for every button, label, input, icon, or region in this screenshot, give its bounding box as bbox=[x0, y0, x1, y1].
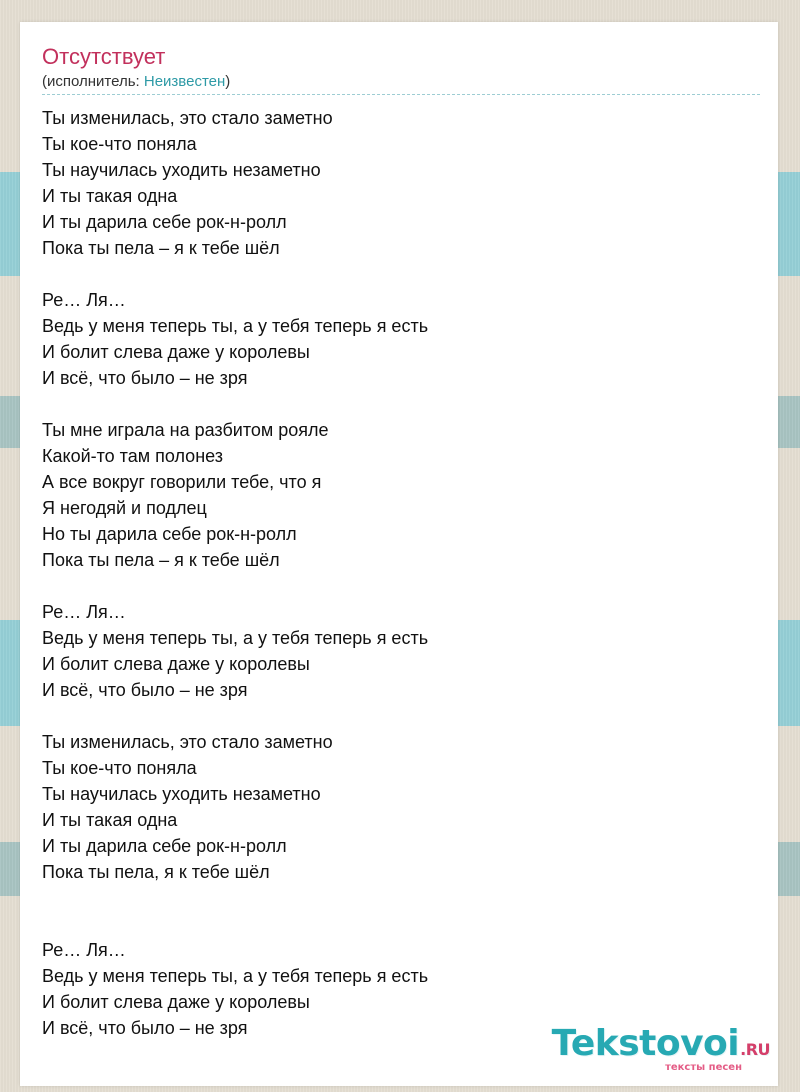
lyric-line: Какой-то там полонез bbox=[42, 446, 224, 466]
lyric-line: И ты такая одна bbox=[42, 186, 178, 206]
lyric-line: Я негодяй и подлец bbox=[42, 498, 207, 518]
site-logo[interactable] bbox=[552, 1024, 770, 1074]
lyric-line: А все вокруг говорили тебе, что я bbox=[42, 472, 322, 492]
artist-prefix: (исполнитель: bbox=[42, 73, 144, 90]
lyric-blank-line bbox=[42, 573, 428, 599]
lyric-line: И всё, что было – не зря bbox=[42, 680, 248, 700]
logo-name: Tekstovoi bbox=[551, 1023, 740, 1064]
lyric-line: Ты изменилась, это стало заметно bbox=[42, 732, 333, 752]
artist-suffix: ) bbox=[225, 73, 231, 90]
logo-tagline: тексты песен bbox=[665, 1062, 742, 1073]
lyric-line: Ре… Ля… bbox=[42, 602, 126, 622]
lyric-line: И всё, что было – не зря bbox=[42, 1018, 248, 1038]
artist-link[interactable]: Неизвестен bbox=[143, 73, 226, 90]
artist-line bbox=[42, 72, 230, 92]
title-divider bbox=[42, 94, 760, 95]
lyric-line: Ведь у меня теперь ты, а у тебя теперь я есть bbox=[42, 628, 429, 648]
lyric-line: Ты мне играла на разбитом рояле bbox=[42, 420, 329, 440]
lyric-line: Пока ты пела, я к тебе шёл bbox=[42, 862, 270, 882]
lyric-line: И болит слева даже у королевы bbox=[42, 342, 310, 362]
lyric-line: И ты такая одна bbox=[42, 810, 178, 830]
lyric-blank-line bbox=[42, 261, 428, 287]
song-title: Отсутствует bbox=[42, 44, 166, 69]
lyric-blank-line bbox=[42, 911, 428, 937]
lyric-line: Ты научилась уходить незаметно bbox=[42, 160, 321, 180]
lyric-line: Ведь у меня теперь ты, а у тебя теперь я есть bbox=[42, 316, 429, 336]
lyric-line: Пока ты пела – я к тебе шёл bbox=[42, 238, 280, 258]
lyrics-body bbox=[42, 105, 428, 1041]
lyric-line: Ты кое-что поняла bbox=[42, 134, 197, 154]
lyric-line: И ты дарила себе рок-н-ролл bbox=[42, 212, 287, 232]
lyric-line: Ре… Ля… bbox=[42, 940, 126, 960]
lyric-line: Ты изменилась, это стало заметно bbox=[42, 108, 333, 128]
lyric-line: И ты дарила себе рок-н-ролл bbox=[42, 836, 287, 856]
logo-tld: .RU bbox=[740, 1040, 770, 1059]
lyric-line: Но ты дарила себе рок-н-ролл bbox=[42, 524, 297, 544]
lyric-blank-line bbox=[42, 885, 428, 911]
lyric-line: Ты кое-что поняла bbox=[42, 758, 197, 778]
lyric-line: И болит слева даже у королевы bbox=[42, 654, 310, 674]
lyric-line: Пока ты пела – я к тебе шёл bbox=[42, 550, 280, 570]
lyric-line: Ре… Ля… bbox=[42, 290, 126, 310]
lyric-blank-line bbox=[42, 391, 428, 417]
lyric-line: И всё, что было – не зря bbox=[42, 368, 248, 388]
lyric-line: И болит слева даже у королевы bbox=[42, 992, 310, 1012]
lyric-line: Ведь у меня теперь ты, а у тебя теперь я есть bbox=[42, 966, 429, 986]
lyric-line: Ты научилась уходить незаметно bbox=[42, 784, 321, 804]
lyric-blank-line bbox=[42, 703, 428, 729]
lyrics-sheet bbox=[20, 22, 778, 1086]
